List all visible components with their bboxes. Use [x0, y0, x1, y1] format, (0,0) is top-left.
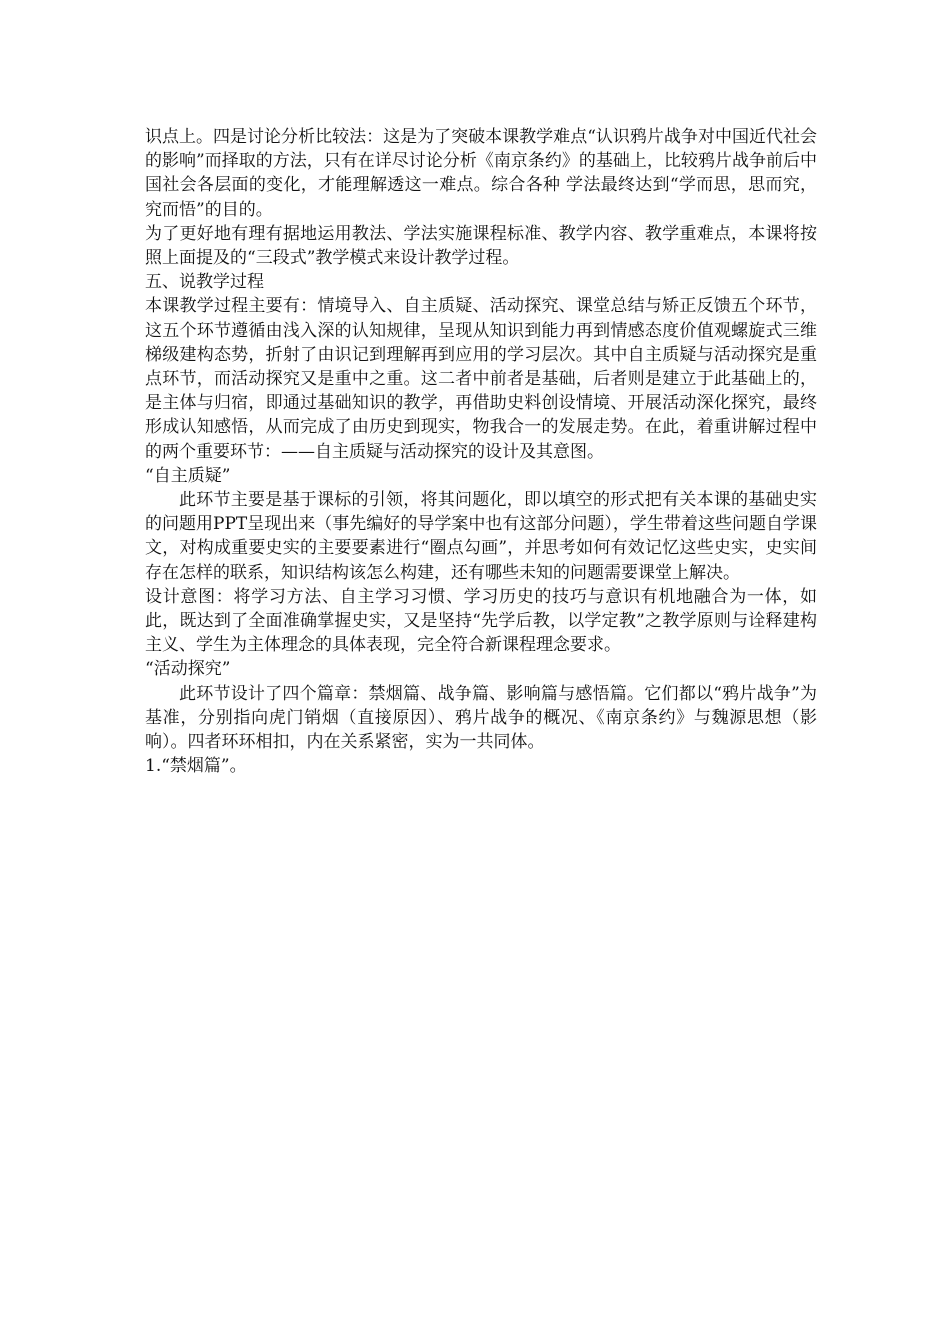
subheading-self-questioning: “自主质疑” — [145, 465, 231, 486]
list-item-smoking-ban: 1.“禁烟篇”。 — [145, 756, 247, 777]
paragraph-activity-inquiry: 此环节设计了四个篇章：禁烟篇、战争篇、影响篇与感悟篇。它们都以“鸦片战争”为基准，分别指向虎门销烟（直接原因）、鸦片战争的概况、《南京条约》与魏源思想（影响）。四者环环相扣，内在关系紧密，实为一共同体。 — [145, 683, 817, 753]
paragraph-process-overview: 本课教学过程主要有：情境导入、自主质疑、活动探究、课堂总结与矫正反馈五个环节，这五个环节遵循由浅入深的认知规律，呈现从知识到能力再到情感态度价值观螺旋式三维梯级建构态势，折射了由识记到理解再到应用的学习层次。其中自主质疑与活动探究是重点环节，而活动探究又是重中之重。这二者中前者是基础，后者则是建立于此基础上的，是主体与归宿，即通过基础知识的教学，再借助史料创设情境、开展活动深化探究，最终形成认知感悟，从而完成了由历史到现实，物我合一的发展走势。在此，着重讲解过程中的两个重要环节：——自主质疑与活动探究的设计及其意图。 — [145, 296, 817, 462]
section-heading-teaching-process: 五、说教学过程 — [145, 272, 264, 293]
subheading-activity-inquiry: “活动探究” — [145, 659, 231, 680]
paragraph-process-intro: 为了更好地有理有据地运用教法、学法实施课程标准、教学内容、教学重难点，本课将按照上面提及的“三段式”教学模式来设计教学过程。 — [145, 223, 817, 269]
paragraph-design-intent: 设计意图：将学习方法、自主学习习惯、学习历史的技巧与意识有机地融合为一体，如此，既达到了全面准确掌握史实，又是坚持“先学后教，以学定教”之教学原则与诠释建构主义、学生为主体理念的具体表现，完全符合新课程理念要求。 — [145, 586, 817, 656]
paragraph-self-questioning: 此环节主要是基于课标的引领，将其问题化，即以填空的形式把有关本课的基础史实的问题用PPT呈现出来（事先编好的导学案中也有这部分问题），学生带着这些问题自学课文，对构成重要史实的主要要素进行“圈点勾画”，并思考如何有效记忆这些史实，史实间存在怎样的联系，知识结构该怎么构建，还有哪些未知的问题需要课堂上解决。 — [145, 490, 817, 583]
paragraph-methods-conclusion: 识点上。四是讨论分析比较法：这是为了突破本课教学难点“认识鸦片战争对中国近代社会的影响”而择取的方法，只有在详尽讨论分析《南京条约》的基础上，比较鸦片战争前后中国社会各层面的变化，才能理解透这一难点。综合各种 学法最终达到“学而思，思而究，究而悟”的目的。 — [145, 127, 817, 220]
document-body — [145, 125, 817, 778]
